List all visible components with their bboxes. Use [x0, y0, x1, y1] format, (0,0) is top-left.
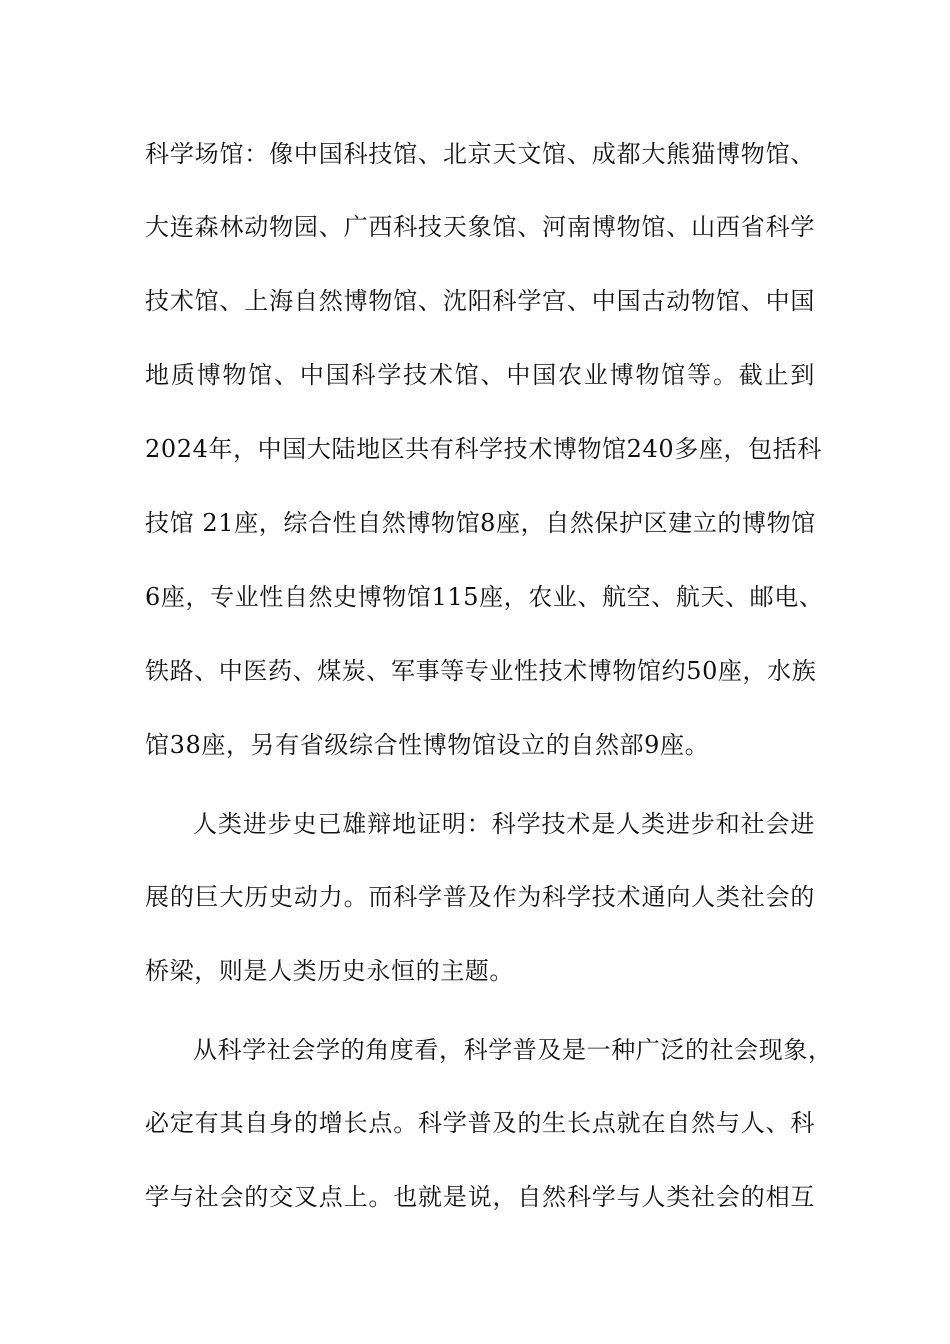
text-line: 必定有其自身的增长点。科学普及的生长点就在自然与人、科: [145, 1109, 815, 1137]
text-line: 2024年，中国大陆地区共有科学技术博物馆240多座，包括科: [145, 435, 822, 463]
text-line: 技术馆、上海自然博物馆、沈阳科学宫、中国古动物馆、中国: [145, 287, 815, 315]
paragraph-first-line: 人类进步史已雄辩地证明：科学技术是人类进步和社会进: [193, 810, 815, 838]
text-line: 技馆 21座，综合性自然博物馆8座，自然保护区建立的博物馆: [145, 509, 816, 537]
text-line: 馆38座，另有省级综合性博物馆设立的自然部9座。: [145, 731, 710, 759]
text-line: 学与社会的交叉点上。也就是说，自然科学与人类社会的相互: [145, 1183, 815, 1211]
text-line: 科学场馆：像中国科技馆、北京天文馆、成都大熊猫博物馆、: [145, 140, 815, 168]
text-line: 6座，专业性自然史博物馆115座，农业、航空、航天、邮电、: [145, 583, 824, 611]
text-line: 桥梁，则是人类历史永恒的主题。: [145, 957, 514, 985]
text-line: 铁路、中医药、煤炭、军事等专业性技术博物馆约50座，水族: [145, 657, 817, 685]
paragraph-first-line: 从科学社会学的角度看，科学普及是一种广泛的社会现象，: [193, 1036, 833, 1064]
text-line: 大连森林动物园、广西科技天象馆、河南博物馆、山西省科学: [145, 213, 815, 241]
text-line: 展的巨大历史动力。而科学普及作为科学技术通向人类社会的: [145, 883, 815, 911]
text-line: 地质博物馆、中国科学技术馆、中国农业博物馆等。截止到: [145, 361, 815, 389]
